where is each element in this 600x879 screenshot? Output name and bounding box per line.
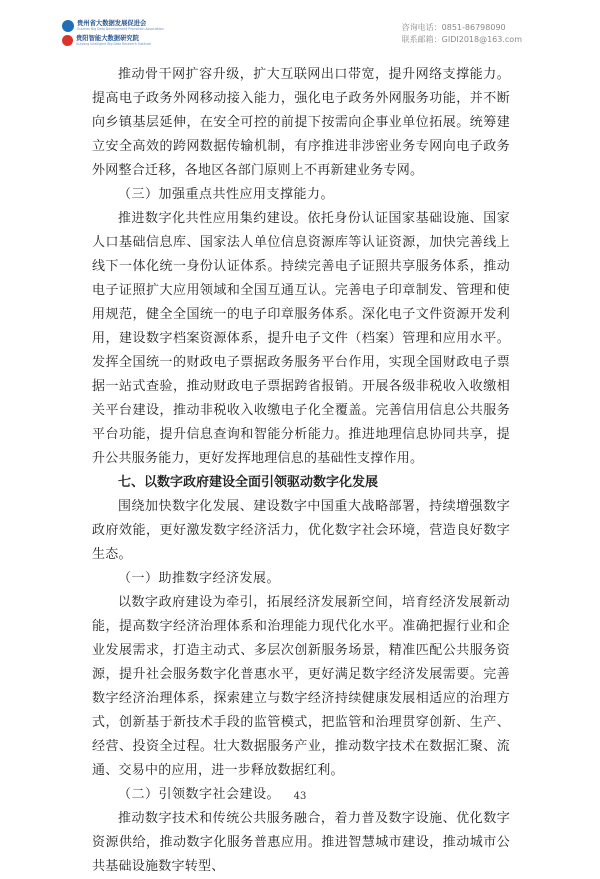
- association-logo-icon: [62, 20, 74, 32]
- page-number: 43: [293, 791, 307, 802]
- paragraph-digital-economy: 以数字政府建设为牵引，拓展经济发展新空间，培育经济发展新动能，提高数字经济治理体系和治理能力现代化水平。准确把握行业和企业发展需求，打造主动式、多层次创新服务场景，精准匹配公共服务资源，提升社会服务数字化普惠水平，更好满足数字经济发展需要。完善数字经济治理体系，探索建立与数字经济持续健康发展相适应的治理方式，创新基于新技术手段的监管模式，把监管和治理贯穿创新、生产、经营、投资全过程。壮大数据服务产业，推动数字技术在数据汇聚、流通、交易中的应用，进一步释放数据红利。: [92, 595, 510, 778]
- organization-logo: [62, 18, 172, 48]
- logo-line1: 贵州省大数据发展促进会: [77, 20, 147, 27]
- section-heading-7: 七、以数字政府建设全面引领驱动数字化发展: [118, 475, 379, 490]
- subsection-heading-3: （三）加强重点共性应用支撑能力。: [118, 187, 335, 202]
- logo-text-block-2: [76, 35, 151, 46]
- paragraph-section7-intro: 围绕加快数字化发展、建设数字中国重大战略部署，持续增强数字政府效能，更好激发数字经济活力，优化数字社会环境，营造良好数字生态。: [92, 499, 510, 562]
- subsection-heading-1: （一）助推数字经济发展。: [118, 571, 281, 586]
- logo-line2-en: Guiyang Intelligent Big Data Research Institute: [76, 42, 151, 46]
- paragraph-network: 推动骨干网扩容升级，扩大互联网出口带宽，提升网络支撑能力。提高电子政务外网移动接入能力，强化电子政务外网服务功能，并不断向乡镇基层延伸，在安全可控的前提下按需向企事业单位拓展。统筹建立安全高效的跨网数据传输机制，有序推进非涉密业务专网向电子政务外网整合迁移，各地区各部门原则上不再新建业务专网。: [92, 67, 510, 178]
- paragraph-common-apps: 推进数字化共性应用集约建设。依托身份认证国家基础设施、国家人口基础信息库、国家法人单位信息资源库等认证资源，加快完善线上线下一体化统一身份认证体系。持续完善电子证照共享服务体系，推动电子证照扩大应用领域和全国互通互认。完善电子印章制发、管理和使用规范，健全全国统一的电子印章服务体系。深化电子文件资源开发利用，建设数字档案资源体系，提升电子文件（档案）管理和应用水平。发挥全国统一的财政电子票据政务服务平台作用，实现全国财政电子票据一站式查验，推动财政电子票据跨省报销。开展各级非税收入收缴相关平台建设，推动非税收入收缴电子化全覆盖。完善信用信息公共服务平台功能，提升信息查询和智能分析能力。推进地理信息协同共享，提升公共服务能力，更好发挥地理信息的基础性支撑作用。: [92, 211, 510, 466]
- institute-logo-icon: [62, 35, 73, 46]
- logo-line2: 贵阳智能大数据研究院: [76, 35, 139, 42]
- contact-phone: 咨询电话：0851-86798090: [401, 23, 506, 32]
- page-header: [0, 0, 600, 58]
- logo-row-institute: [62, 33, 172, 48]
- subsection-heading-2: （二）引领数字社会建设。: [118, 787, 281, 802]
- logo-text-block-1: [77, 20, 164, 31]
- logo-line1-en: Guizhou Big Data Development Promotion Association: [77, 27, 164, 31]
- contact-info: [402, 22, 522, 46]
- logo-row-association: [62, 18, 172, 33]
- contact-email: 联系邮箱：GIDI2018@163.com: [401, 35, 522, 44]
- paragraph-digital-society: 推动数字技术和传统公共服务融合，着力普及数字设施、优化数字资源供给，推动数字化服务普惠应用。推进智慧城市建设，推动城市公共基础设施数字转型、: [92, 811, 510, 874]
- document-body: [92, 63, 510, 879]
